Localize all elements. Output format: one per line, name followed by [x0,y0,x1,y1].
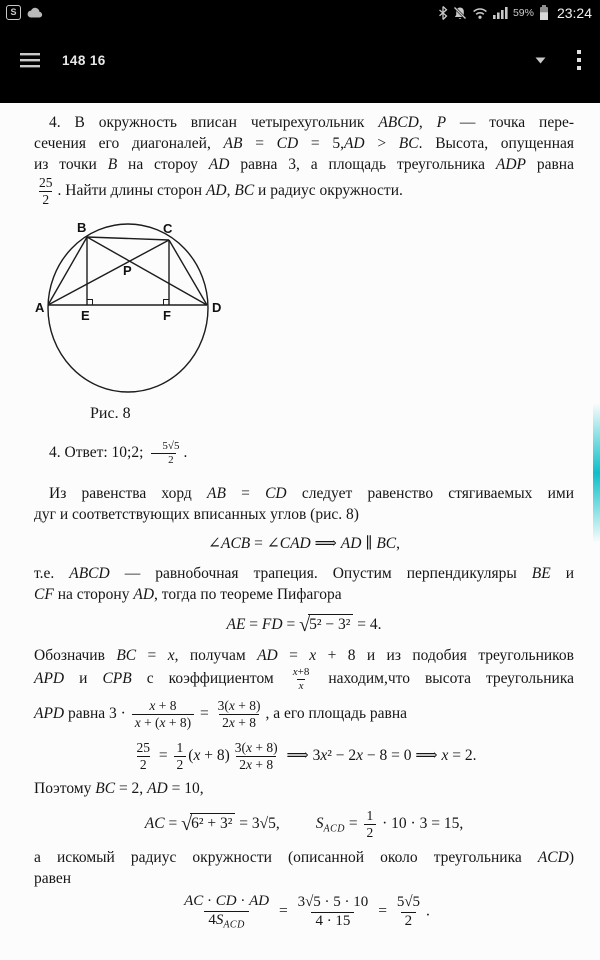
equation-radius: $\frac{AC \cdot CD \cdot AD}{4S_{ACD}}$ = $\frac{3√5 \cdot 5 \cdot 10}{4 \cdot 15}$ = $\frac{5√5}{2}$ . [34,893,574,931]
segment-BC [87,237,169,240]
circle [48,224,208,392]
sol2-line-1: т.е. ABCD — равнобочная трапеция. Опустим перпендикуляры BE и [34,564,574,582]
fraction-1-2: $\frac{1}{2}$ [364,808,377,841]
app-toolbar [0,25,600,103]
fraction-3x8-2x8: $\frac{3(x + 8)}{2x + 8}$ [234,739,278,772]
status-bar-right [438,5,592,21]
equation-angles: ∠ACB = ∠CAD ⟹ AD ∥ BC, [207,534,401,552]
app-notification-s-icon [6,5,21,20]
battery-percent: 59% [512,6,534,19]
sol2-line-2: CF на сторону AD, тогда по теореме Пифагора [34,585,342,603]
problem-line-1: 4. В окружность вписан четырехугольник ABCD, P — точка пере- [49,114,574,131]
segment-CD [169,240,207,305]
bluetooth-icon [438,6,448,20]
fraction-1-2: $\frac{1}{2}$ [174,740,187,773]
right-angle-mark-E [87,299,93,305]
solution-paragraph-4: Поэтому BC = 2, AD = 10, [34,779,204,797]
label-C: C [163,220,173,236]
fraction-x8-x: $\frac{x+8}{x}$ [292,665,310,692]
fraction-5root5-2: $\frac{5√5}{2}$ [145,440,181,467]
label-P: P [123,262,132,278]
sol3-line-1: Обозначив BC = x, получам AD = x + 8 и из подобия треугольников [34,646,574,664]
scrollbar-thumb[interactable] [593,403,600,543]
sol3-line-3: APD равна 3 · $\frac{x + 8}{x + (x + 8)}$ = $\frac{3(x + 8)}{2x + 8}$ , а его площадь равна [34,697,408,730]
document-title: 148 16 [62,52,106,68]
fraction-3root5-415: $\frac{3√5 \cdot 5 \cdot 10}{4 \cdot 15}$ [297,893,369,929]
sol5-line-1: а искомый радиус окружности (описанной около треугольника ACD) [34,849,574,867]
diagonal-BD [87,237,207,305]
notifications-off-icon [453,6,467,20]
fraction-3x8-2x8: $\frac{3(x + 8)}{2x + 8}$ [217,697,261,730]
right-angle-mark-F [164,299,170,305]
problem-line-4: $\frac{25}{2}$ . Найти длины сторон AD, BC и радиус окружности. [34,175,574,208]
sol3-line-2: APD и CPB с коэффициентом $\frac{x+8}{x}$ находим,что высота треугольника [34,665,574,692]
status-time: 23:24 [556,4,592,21]
solution-paragraph-3 [34,645,574,735]
solution-paragraph-5 [34,847,574,889]
hamburger-icon [20,53,40,68]
dropdown-button[interactable] [529,51,552,70]
solution-paragraph-1 [34,483,574,525]
equation-quadratic: $\frac{25}{2}$ = $\frac{1}{2}$ (x + 8) $\frac{3(x + 8)}{2x + 8}$ ⟹ 3x² − 2x − 8 = 0 ⟹ x = 2. [34,740,574,773]
figure-block [34,216,574,423]
fraction-25-2: $\frac{25}{2}$ [136,739,151,772]
menu-button[interactable] [14,47,46,74]
status-bar [0,0,600,25]
wifi-icon [472,7,488,19]
answer-line: 4. Ответ: 10;2; $\frac{5√5}{2}$ . [49,439,188,466]
figure-caption: Рис. 8 [90,404,131,422]
solution-paragraph-2 [34,563,574,605]
sol5-line-2: равен [34,870,72,888]
overflow-dots-icon [576,49,582,71]
overflow-menu-button[interactable] [570,43,588,77]
sol1-line-2: дуг и соответствующих вписанных углов (рис. 8) [34,505,359,523]
label-B: B [77,219,87,235]
label-D: D [212,299,222,315]
status-bar-left [6,5,43,20]
cellular-signal-icon [493,6,508,19]
battery-icon [539,5,549,20]
figure-circle-diagram [34,216,236,398]
fraction-accdad-4sacd: $\frac{AC \cdot CD \cdot AD}{4S_{ACD}}$ [184,893,270,931]
problem-paragraph [34,112,574,208]
problem-line-2: сечения его диагоналей, AB = CD = 5,AD > BC. Высота, опущенная [34,135,574,152]
s-badge-letter: S [10,7,17,17]
problem-line-3: из точки B на стороу AD равна 3, а площадь треугольника ADP равна [34,156,574,173]
document-page[interactable] [0,103,600,960]
radical: √5² − 3² [299,616,353,633]
label-A: A [35,299,45,315]
equation-ac-area: AC = √6² + 3² = 3√5, $S_{ACD}$ = $\frac{1}{2}$ · 10 · 3 = 15, [144,807,464,840]
cloud-icon [27,7,43,18]
label-E: E [81,307,90,323]
caret-down-icon [535,57,546,64]
sol1-line-1: Из равенства хорд AB = CD следует равенство стягиваемых ими [49,484,574,502]
radical: √6² + 3² [181,815,235,832]
equation-pythagoras: AE = FD = √5² − 3² = 4. [226,613,382,636]
fraction-25-2: $\frac{25}{2}$ [39,175,53,207]
fraction-x8-x-x8: $\frac{x + 8}{x + (x + 8)}$ [132,698,194,731]
label-F: F [163,307,171,323]
fraction-5root5-2: $\frac{5√5}{2}$ [396,893,421,929]
